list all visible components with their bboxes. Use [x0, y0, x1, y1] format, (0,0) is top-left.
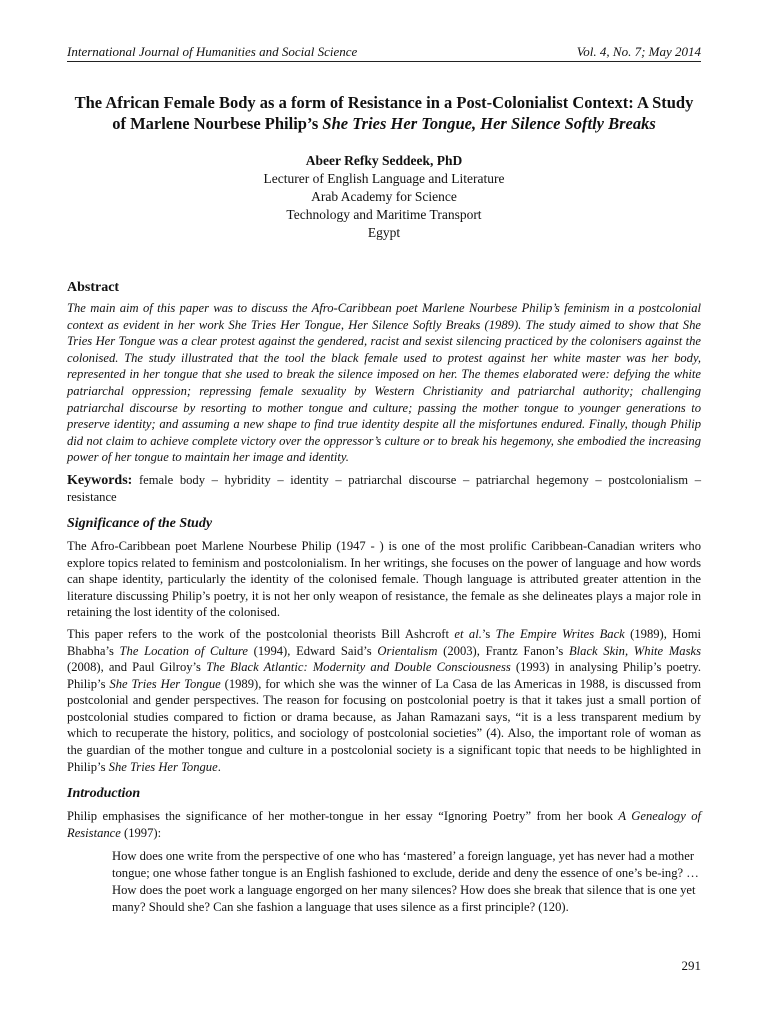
author-name: Abeer Refky Seddeek, PhD: [305, 153, 463, 168]
text-run: Philip emphasises the significance of her mother-tongue in her essay “Ignoring Poetry” from her book: [67, 809, 619, 824]
author-position: Lecturer of English Language and Literature: [263, 171, 505, 186]
journal-name: International Journal of Humanities and Social Science: [67, 44, 358, 59]
paper-title: [67, 92, 701, 134]
title-italic-work: She Tries Her Tongue, Her Silence Softly Breaks: [322, 114, 656, 133]
running-header: [67, 44, 701, 62]
text-run: (2003), Frantz Fanon’s: [437, 643, 569, 658]
text-run: This paper refers to the work of the postcolonial theorists Bill Ashcroft: [67, 626, 455, 641]
book-title: A Genealogy of Resistance: [67, 809, 702, 840]
book-title: Orientalism: [377, 643, 438, 658]
book-title: Black Skin, White Masks: [568, 643, 701, 658]
author-block: [67, 152, 701, 242]
text-run-italic: et al.: [454, 626, 482, 641]
author-department: Technology and Maritime Transport: [286, 207, 482, 222]
introduction-paragraph: [67, 808, 701, 841]
text-run: (2008), and Paul Gilroy’s: [67, 660, 207, 675]
page-number: 291: [681, 958, 701, 973]
keywords: [67, 472, 701, 505]
introduction-heading: Introduction: [67, 786, 141, 802]
text-run: (1994), Edward Said’s: [248, 643, 378, 658]
abstract-heading: Abstract: [67, 280, 120, 295]
abstract-text: The main aim of this paper was to discuss the Afro-Caribbean poet Marlene Nourbese Philip’s feminism in a postcolonial context as evident in her work She Tries Her Tongue, Her Silence Softly Breaks (1989). The study aimed to show that She Tries Her Tongue was a clear protest against the gendered, racist and sexist silencing practiced by the colonisers against the colonised. The study illustrated that the tool the black female used to protest against her white master was her body, represented in her tongue that she used to break the silence imposed on her. The themes elaborated were: defying the white patriarchal oppression; repressing female sexuality by Western Christianity and patriarchal authority; challenging patriarchal discourse by resorting to mother tongue and culture; passing the mother tongue to younger generations to preserve identity; and assuming a new shape to find true identity despite all the misfortunes endured. Finally, though Philip did not claim to achieve complete victory over the oppressor’s culture or to break his hegemony, she embodied the increasing power of her tongue to maintain her image and identity.: [67, 301, 701, 465]
paper-page: [67, 44, 701, 916]
block-quote: How does one write from the perspective of one who has ‘mastered’ a foreign language, yet has never had a mother tongue; one whose father tongue is an English fashioned to exclude, deride and deny the essence of one’s be-ing? … How does the poet work a language engorged on her many silences? How does she break that silence that is one yet many? Should she? Can she fashion a language that uses silence as a first principle? (120).: [112, 849, 699, 914]
keywords-list: female body – hybridity – identity – patriarchal discourse – patriarchal hegemony – postcolonialism – resistance: [67, 472, 701, 504]
book-title: The Location of Culture: [119, 643, 249, 658]
text-run: .: [217, 759, 221, 774]
book-title: She Tries Her Tongue: [109, 676, 221, 691]
text-run: (1997):: [120, 825, 162, 840]
text-run: (1989), for which she was the winner of La Casa de las Americas in 1988, is discussed from postcolonial and gender perspectives. The reason for focusing on postcolonial poetry is that it takes just a small portion of postcolonial studies compared to fiction or drama because, as Jahan Ramazani says, “it is a less transparent medium by which to recuperate the history, politics, and sociology of postcolonial societies” (4). Also, the important role of woman as the guardian of the mother tongue and culture in a postcolonial society is a significant topic that needs to be highlighted in Philip’s: [67, 676, 701, 774]
author-institution: Arab Academy for Science: [311, 189, 457, 204]
volume-info: Vol. 4, No. 7; May 2014: [576, 44, 701, 59]
book-title: The Empire Writes Back: [495, 626, 625, 641]
significance-paragraph-1: The Afro-Caribbean poet Marlene Nourbese Philip (1947 - ) is one of the most prolific Caribbean-Canadian writers who explore topics related to feminism and postcolonialism. In her writings, she focuses on the power of language and how words can shape identity, particularly the identity of the colonised female. Though language is attributed greater attention in the literature discussing Philip’s poetry, it is not her only weapon of resistance, the female as she delineates plays a major role in retaining the lost identity of the colonised.: [67, 538, 701, 620]
significance-paragraph-2: [67, 626, 701, 775]
text-run: ’s: [481, 626, 496, 641]
keywords-label: Keywords:: [67, 472, 133, 488]
book-title: The Black Atlantic: Modernity and Double Consciousness: [206, 660, 511, 675]
author-country: Egypt: [367, 225, 401, 240]
book-title: She Tries Her Tongue: [108, 759, 218, 774]
text-run: (1989), Homi Bhabha’s: [67, 626, 701, 658]
significance-heading: Significance of the Study: [67, 515, 213, 531]
title-main: The African Female Body as a form of Resistance in a Post-Colonialist Context: A Study of Marlene Nourbese Philip’s: [74, 93, 694, 133]
text-run: (1993) in analysing Philip’s poetry. Philip’s: [67, 660, 701, 691]
